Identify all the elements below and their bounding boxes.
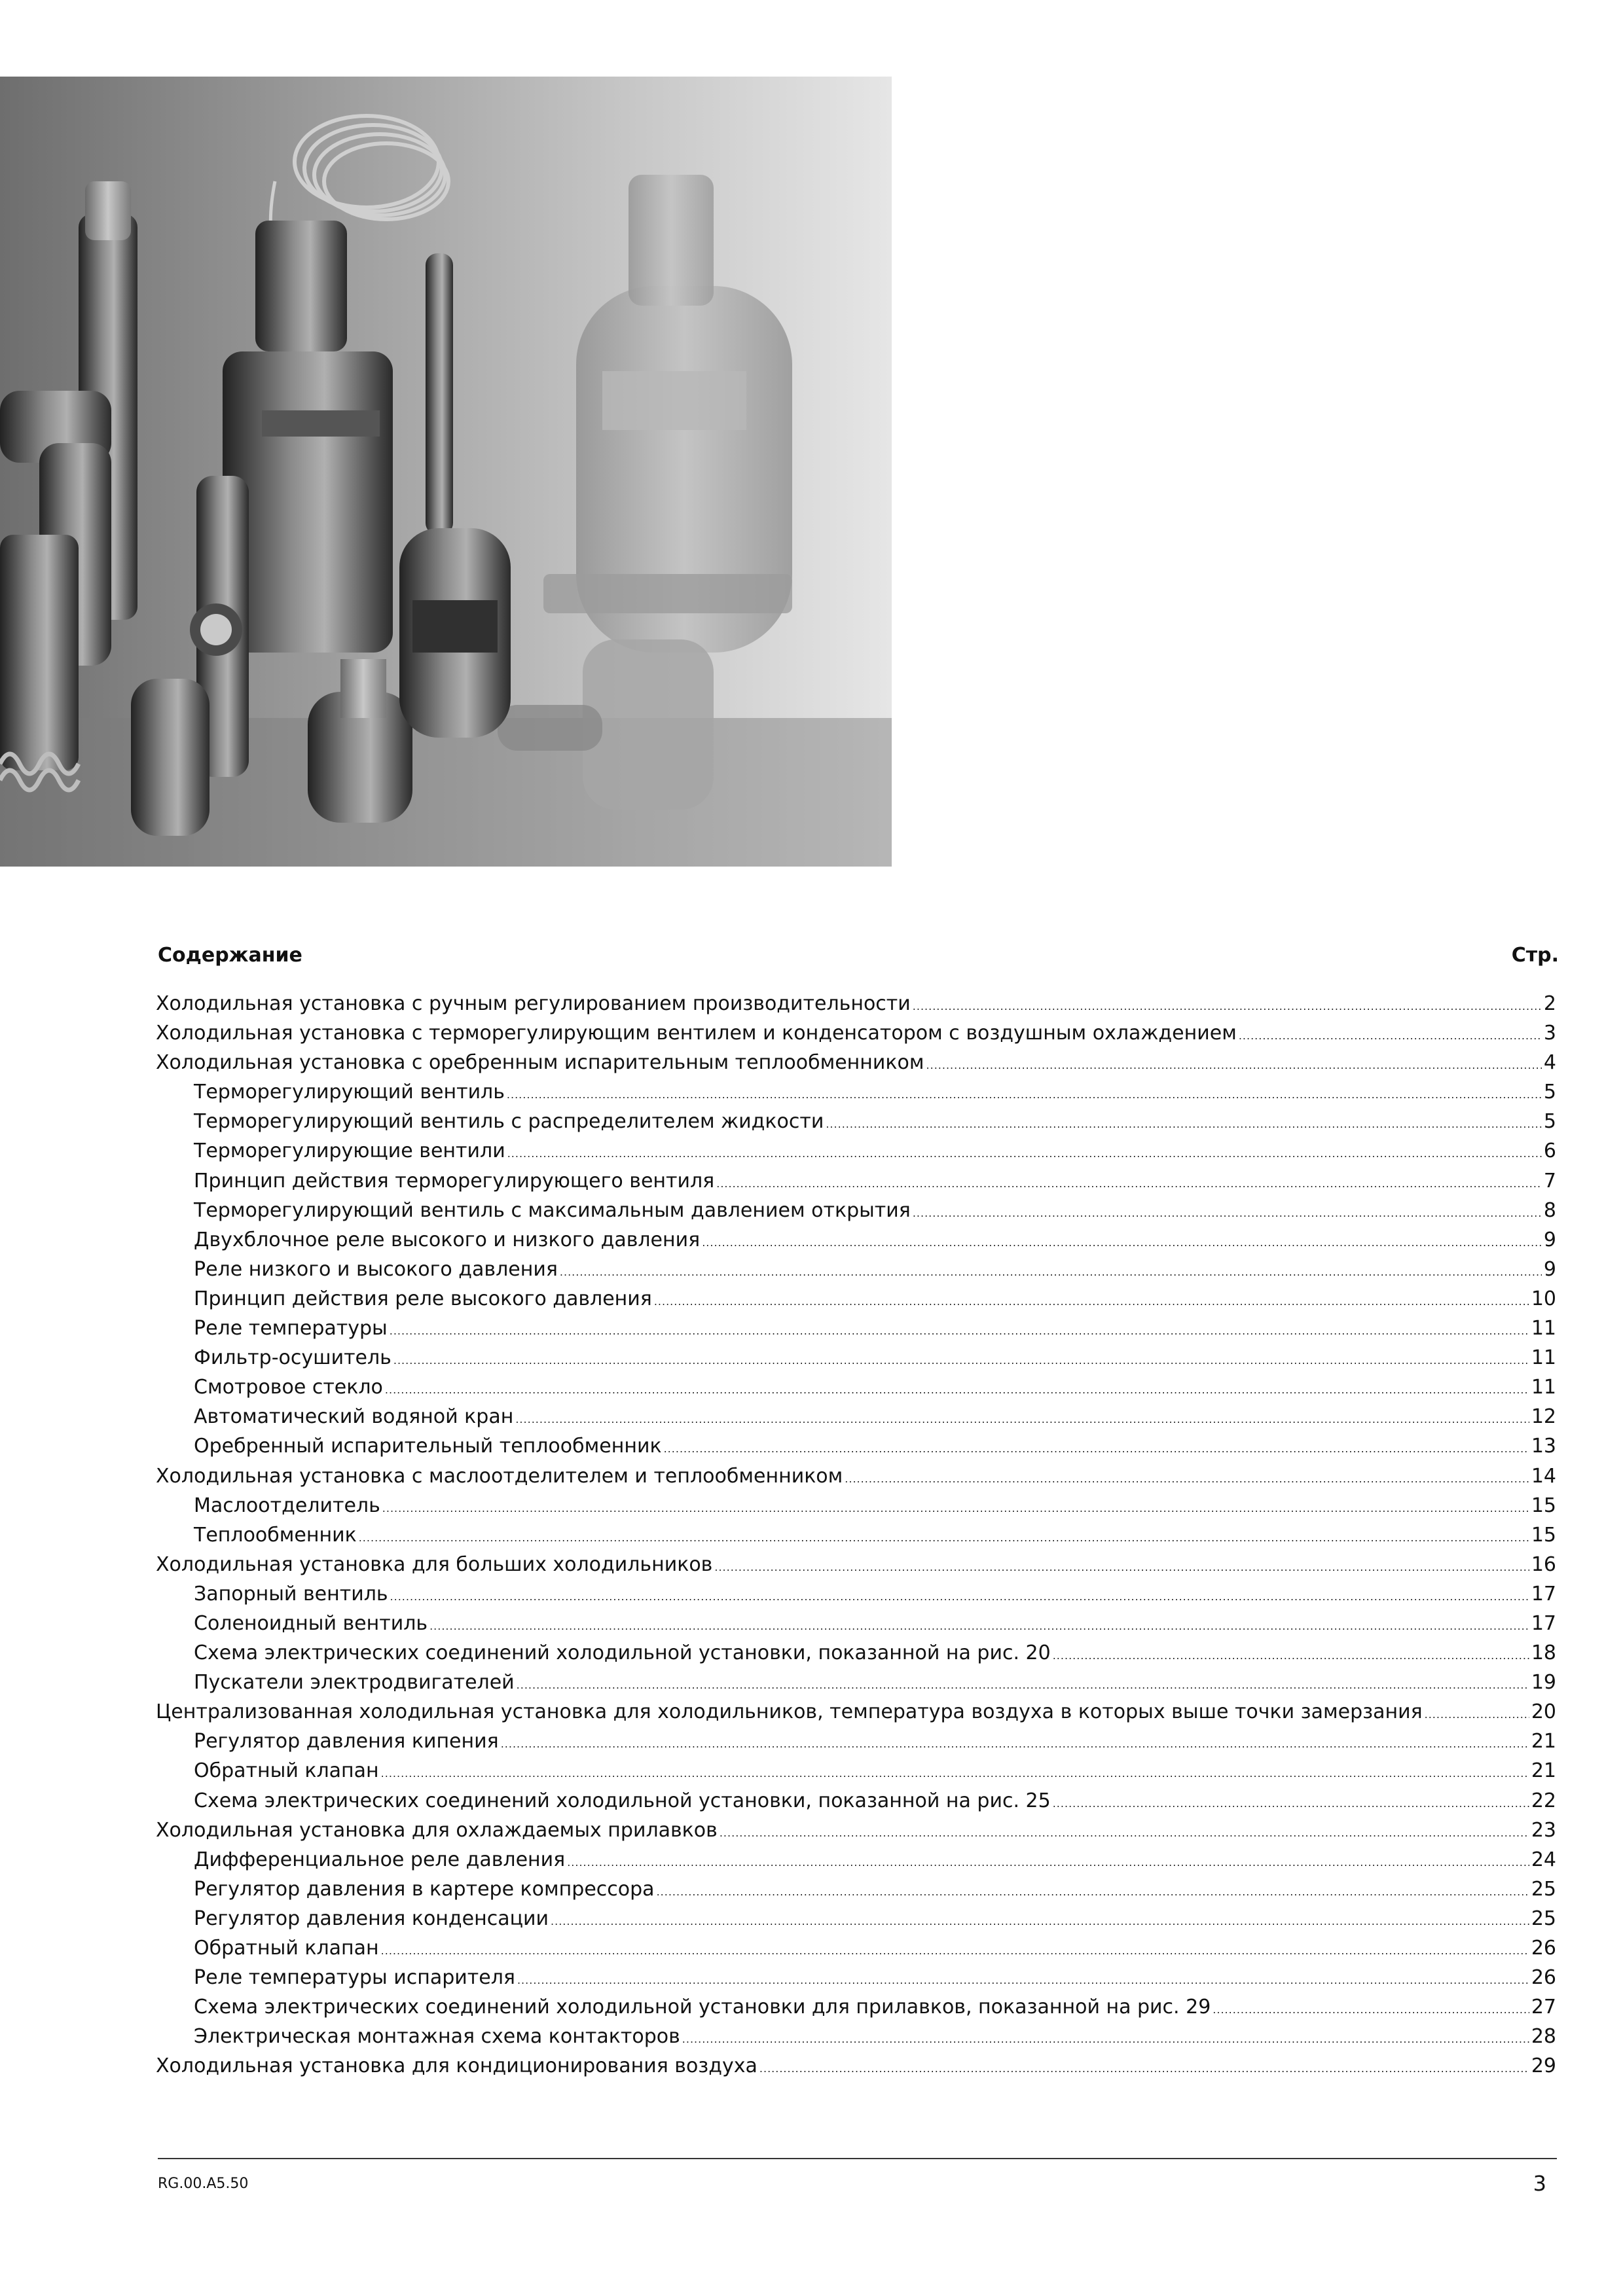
toc-entry[interactable] xyxy=(156,2022,1556,2051)
toc-entry-page: 8 xyxy=(1543,1198,1556,1222)
toc-entry[interactable] xyxy=(156,1816,1556,1845)
toc-dot-leader xyxy=(926,1050,1542,1077)
toc-entry-title: Холодильная установка для больших холодильников xyxy=(156,1552,713,1576)
toc-dot-leader xyxy=(1053,1789,1529,1816)
toc-entry[interactable] xyxy=(156,1018,1556,1048)
toc-entry-title: Регулятор давления конденсации xyxy=(194,1907,549,1930)
toc-dot-leader xyxy=(826,1109,1542,1136)
toc-entry-page: 24 xyxy=(1531,1848,1556,1871)
toc-entry[interactable] xyxy=(156,1786,1556,1816)
toc-entry-title: Регулятор давления в картере компрессора xyxy=(194,1877,655,1901)
product-photo xyxy=(0,77,892,867)
toc-entry-page: 21 xyxy=(1531,1730,1556,1753)
toc-entry[interactable] xyxy=(156,1845,1556,1874)
toc-entry[interactable] xyxy=(156,2051,1556,2081)
toc-dot-leader xyxy=(390,1316,1529,1343)
toc-dot-leader xyxy=(1053,1641,1529,1668)
toc-entry[interactable] xyxy=(156,1431,1556,1461)
toc-dot-leader xyxy=(664,1434,1529,1461)
toc-title: Содержание xyxy=(158,944,302,967)
toc-entry-title: Реле низкого и высокого давления xyxy=(194,1257,558,1281)
toc-dot-leader xyxy=(716,1169,1542,1196)
toc-entry-title: Оребренный испарительный теплообменник xyxy=(194,1435,662,1458)
toc-entry[interactable] xyxy=(156,1284,1556,1314)
toc-entry-page: 12 xyxy=(1531,1405,1556,1429)
toc-entry-page: 5 xyxy=(1543,1110,1556,1134)
toc-dot-leader xyxy=(759,2054,1529,2081)
toc-entry-page: 10 xyxy=(1531,1287,1556,1310)
toc-dot-leader xyxy=(657,1877,1529,1904)
toc-entry-page: 15 xyxy=(1531,1494,1556,1517)
toc-entry-title: Смотровое стекло xyxy=(194,1376,383,1399)
toc-dot-leader xyxy=(567,1848,1529,1874)
table-of-contents xyxy=(156,989,1556,2081)
page-number: 3 xyxy=(1533,2171,1546,2196)
toc-entry-page: 16 xyxy=(1531,1552,1556,1576)
toc-entry-title: Терморегулирующие вентили xyxy=(194,1139,505,1163)
toc-entry-page: 2 xyxy=(1543,992,1556,1015)
toc-entry-title: Терморегулирующий вентиль xyxy=(194,1081,505,1104)
toc-entry-page: 3 xyxy=(1543,1022,1556,1045)
toc-dot-leader xyxy=(390,1582,1529,1609)
toc-dot-leader xyxy=(654,1287,1529,1314)
toc-dot-leader xyxy=(382,1494,1529,1520)
toc-entry-page: 11 xyxy=(1531,1376,1556,1399)
toc-entry-title: Схема электрических соединений холодильной установки для прилавков, показанной на рис. 29 xyxy=(194,1996,1211,2019)
toc-entry[interactable] xyxy=(156,1933,1556,1963)
toc-entry-page: 9 xyxy=(1543,1228,1556,1251)
toc-entry-title: Терморегулирующий вентиль с распределителем жидкости xyxy=(194,1110,824,1134)
toc-entry[interactable] xyxy=(156,1520,1556,1550)
toc-entry-page: 26 xyxy=(1531,1966,1556,1990)
toc-dot-leader xyxy=(381,1759,1529,1785)
toc-dot-leader xyxy=(507,1080,1542,1107)
toc-entry-title: Регулятор давления кипения xyxy=(194,1730,499,1753)
toc-entry[interactable] xyxy=(156,1963,1556,1992)
toc-entry[interactable] xyxy=(156,1048,1556,1077)
toc-dot-leader xyxy=(913,1198,1542,1225)
toc-entry-page: 28 xyxy=(1531,2025,1556,2049)
toc-entry-title: Принцип действия реле высокого давления xyxy=(194,1287,652,1310)
toc-entry-title: Холодильная установка с терморегулирующим вентилем и конденсатором с воздушным охлаждением xyxy=(156,1022,1237,1045)
toc-entry-page: 20 xyxy=(1531,1700,1556,1724)
toc-entry-page: 22 xyxy=(1531,1789,1556,1812)
toc-entry[interactable] xyxy=(156,1166,1556,1196)
toc-entry-title: Автоматический водяной кран xyxy=(194,1405,514,1429)
toc-entry[interactable] xyxy=(156,1314,1556,1343)
toc-dot-leader xyxy=(1425,1700,1529,1727)
toc-entry-page: 13 xyxy=(1531,1435,1556,1458)
toc-entry-page: 27 xyxy=(1531,1996,1556,2019)
toc-dot-leader xyxy=(913,992,1542,1018)
toc-entry-title: Реле температуры испарителя xyxy=(194,1966,515,1990)
toc-entry-page: 6 xyxy=(1543,1139,1556,1163)
toc-entry-page: 15 xyxy=(1531,1523,1556,1547)
toc-dot-leader xyxy=(560,1257,1542,1284)
toc-entry-title: Принцип действия терморегулирующего вентиля xyxy=(194,1169,715,1193)
toc-entry[interactable] xyxy=(156,1668,1556,1697)
toc-entry[interactable] xyxy=(156,1638,1556,1668)
toc-entry-title: Двухблочное реле высокого и низкого давления xyxy=(194,1228,701,1251)
toc-dot-leader xyxy=(515,1405,1529,1431)
toc-entry[interactable] xyxy=(156,1462,1556,1491)
toc-entry-title: Запорный вентиль xyxy=(194,1582,388,1605)
toc-entry[interactable] xyxy=(156,1343,1556,1372)
toc-entry-title: Обратный клапан xyxy=(194,1937,379,1960)
toc-header xyxy=(158,939,1559,972)
toc-entry[interactable] xyxy=(156,1402,1556,1431)
toc-entry-title: Централизованная холодильная установка для холодильников, температура воздуха в которых выше точки замерзания xyxy=(156,1700,1423,1724)
toc-entry-title: Реле температуры xyxy=(194,1317,388,1340)
toc-entry-title: Маслоотделитель xyxy=(194,1494,380,1517)
toc-entry-title: Обратный клапан xyxy=(194,1759,379,1783)
toc-entry-title: Пускатели электродвигателей xyxy=(194,1671,515,1695)
toc-entry[interactable] xyxy=(156,1609,1556,1638)
document-code: RG.00.A5.50 xyxy=(158,2176,249,2192)
toc-page-column-header: Стр. xyxy=(1511,944,1559,967)
toc-entry-page: 21 xyxy=(1531,1759,1556,1783)
toc-entry[interactable] xyxy=(156,1550,1556,1579)
toc-entry-title: Холодильная установка с ручным регулированием производительности xyxy=(156,992,911,1015)
toc-dot-leader xyxy=(517,1670,1529,1697)
toc-dot-leader xyxy=(551,1907,1529,1933)
toc-entry-title: Электрическая монтажная схема контакторов xyxy=(194,2025,680,2049)
toc-dot-leader xyxy=(359,1523,1529,1550)
toc-entry[interactable] xyxy=(156,1697,1556,1727)
toc-entry[interactable] xyxy=(156,1225,1556,1255)
toc-entry-title: Фильтр-осушитель xyxy=(194,1346,392,1370)
toc-dot-leader xyxy=(517,1965,1529,1992)
toc-entry-page: 17 xyxy=(1531,1611,1556,1635)
toc-dot-leader xyxy=(714,1552,1529,1579)
toc-entry[interactable] xyxy=(156,1491,1556,1520)
toc-dot-leader xyxy=(702,1228,1542,1255)
toc-entry-page: 9 xyxy=(1543,1257,1556,1281)
toc-dot-leader xyxy=(1213,1995,1529,2022)
toc-entry[interactable] xyxy=(156,1874,1556,1904)
toc-entry-title: Схема электрических соединений холодильной установки, показанной на рис. 25 xyxy=(194,1789,1051,1812)
toc-entry[interactable] xyxy=(156,1727,1556,1756)
toc-dot-leader xyxy=(1239,1021,1542,1048)
toc-entry[interactable] xyxy=(156,1196,1556,1225)
toc-dot-leader xyxy=(720,1818,1529,1845)
toc-dot-leader xyxy=(845,1464,1529,1491)
toc-entry-title: Холодильная установка с оребренным испарительным теплообменником xyxy=(156,1051,924,1075)
toc-entry-page: 25 xyxy=(1531,1907,1556,1930)
toc-entry[interactable] xyxy=(156,1756,1556,1785)
toc-entry-title: Схема электрических соединений холодильной установки, показанной на рис. 20 xyxy=(194,1641,1051,1665)
toc-entry-page: 11 xyxy=(1531,1346,1556,1370)
toc-entry-title: Холодильная установка для охлаждаемых прилавков xyxy=(156,1818,718,1842)
toc-entry[interactable] xyxy=(156,1372,1556,1402)
toc-entry-page: 7 xyxy=(1543,1169,1556,1193)
toc-entry[interactable] xyxy=(156,989,1556,1018)
toc-dot-leader xyxy=(381,1936,1529,1963)
toc-entry-page: 23 xyxy=(1531,1818,1556,1842)
toc-entry[interactable] xyxy=(156,1136,1556,1166)
toc-entry[interactable] xyxy=(156,1579,1556,1609)
toc-entry-title: Соленоидный вентиль xyxy=(194,1611,428,1635)
toc-dot-leader xyxy=(682,2024,1529,2051)
toc-dot-leader xyxy=(429,1611,1529,1638)
toc-entry-page: 25 xyxy=(1531,1877,1556,1901)
toc-dot-leader xyxy=(393,1346,1529,1372)
toc-entry-page: 29 xyxy=(1531,2054,1556,2078)
toc-entry-title: Терморегулирующий вентиль с максимальным давлением открытия xyxy=(194,1198,911,1222)
toc-entry-page: 18 xyxy=(1531,1641,1556,1665)
toc-entry[interactable] xyxy=(156,1992,1556,2022)
footer-divider xyxy=(158,2158,1557,2159)
toc-entry[interactable] xyxy=(156,1077,1556,1107)
toc-entry-title: Холодильная установка с маслоотделителем и теплообменником xyxy=(156,1464,843,1488)
toc-entry-title: Дифференциальное реле давления xyxy=(194,1848,566,1871)
toc-entry-page: 4 xyxy=(1543,1051,1556,1075)
toc-entry-title: Холодильная установка для кондиционирования воздуха xyxy=(156,2054,757,2078)
toc-dot-leader xyxy=(385,1375,1529,1402)
toc-entry[interactable] xyxy=(156,1904,1556,1933)
toc-entry-page: 19 xyxy=(1531,1671,1556,1695)
toc-entry-title: Теплообменник xyxy=(194,1523,357,1547)
toc-entry-page: 11 xyxy=(1531,1317,1556,1340)
toc-entry-page: 26 xyxy=(1531,1937,1556,1960)
toc-entry-page: 14 xyxy=(1531,1464,1556,1488)
toc-dot-leader xyxy=(501,1729,1529,1756)
toc-entry-page: 17 xyxy=(1531,1582,1556,1605)
toc-entry-page: 5 xyxy=(1543,1081,1556,1104)
toc-dot-leader xyxy=(507,1139,1542,1166)
toc-entry[interactable] xyxy=(156,1107,1556,1136)
toc-entry[interactable] xyxy=(156,1255,1556,1284)
